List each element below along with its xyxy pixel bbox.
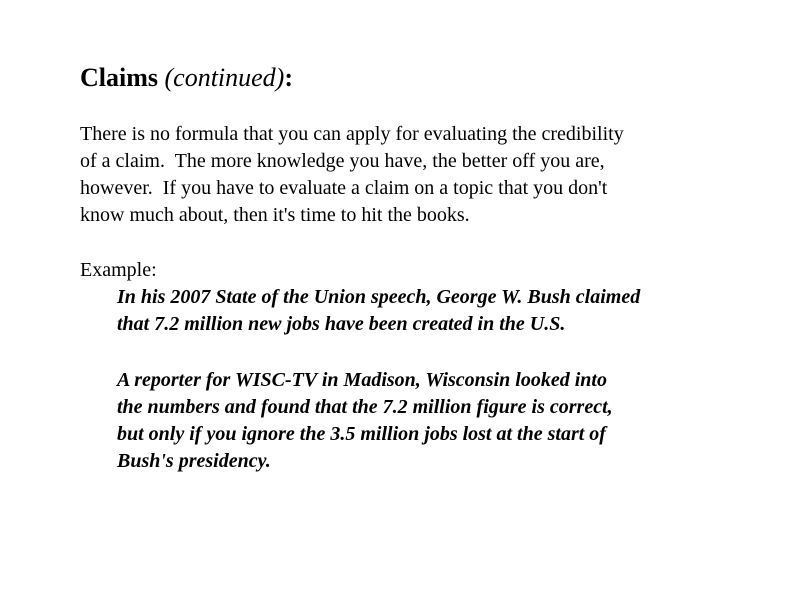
quote-line: A reporter for WISC-TV in Madison, Wisconsin looked into (117, 369, 607, 391)
quote-line: In his 2007 State of the Union speech, George W. Bush claimed (117, 286, 641, 308)
intro-line: There is no formula that you can apply for evaluating the credibility (80, 123, 624, 145)
intro-paragraph (80, 121, 624, 229)
quote-line: Bush's presidency. (117, 450, 271, 472)
intro-line: know much about, then it's time to hit the books. (80, 204, 470, 226)
title-main: Claims (80, 63, 158, 92)
quote-line: but only if you ignore the 3.5 million jobs lost at the start of (117, 423, 606, 445)
intro-line: of a claim. The more knowledge you have, the better off you are, (80, 150, 605, 172)
intro-line: however. If you have to evaluate a claim on a topic that you don't (80, 177, 608, 199)
title-continued: (continued) (164, 63, 285, 92)
example-quote-bush-claim (117, 284, 640, 338)
quote-line: that 7.2 million new jobs have been created in the U.S. (117, 313, 566, 335)
quote-line: the numbers and found that the 7.2 million figure is correct, (117, 396, 613, 418)
example-label: Example: (80, 259, 157, 281)
example-quote-reporter-finding (117, 367, 613, 475)
slide-title (80, 60, 293, 96)
title-colon: : (284, 63, 294, 92)
